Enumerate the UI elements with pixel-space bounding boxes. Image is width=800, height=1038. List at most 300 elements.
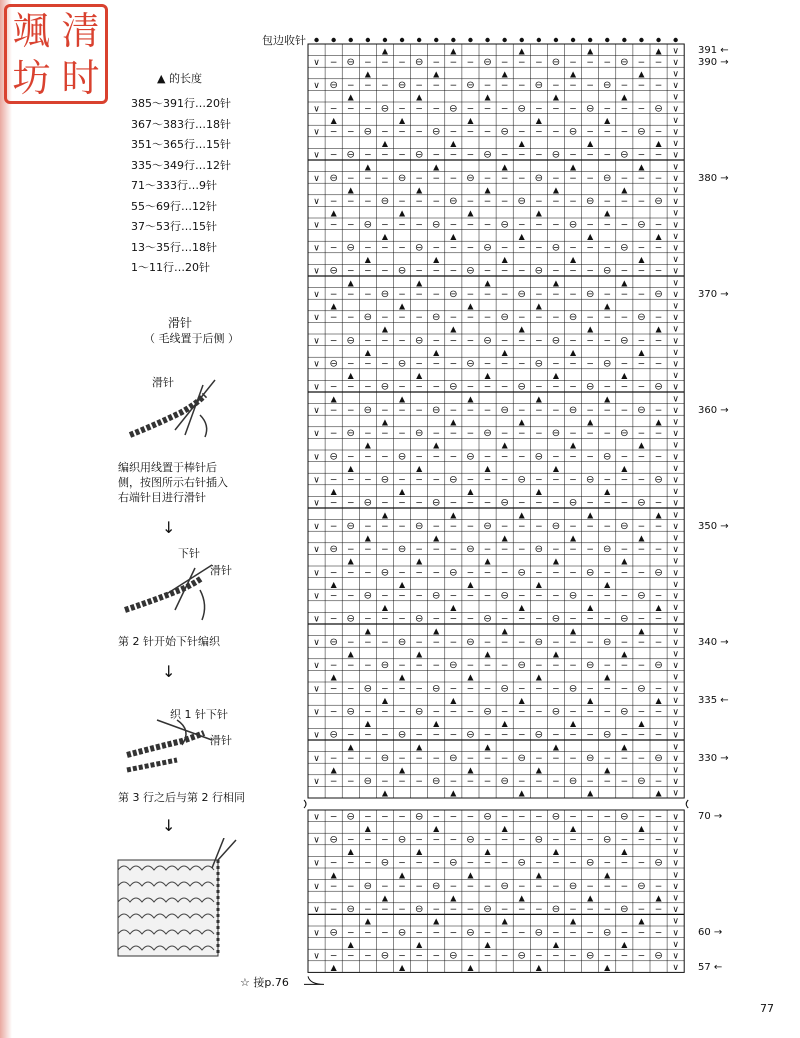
purl-symbol: − [603, 220, 612, 231]
decrease-symbol: ▲ [467, 963, 474, 973]
legend-row: 367～383行…18针 [131, 117, 231, 131]
purl-symbol: − [432, 266, 441, 277]
purl-symbol: − [449, 545, 458, 556]
purl-symbol: − [517, 730, 526, 741]
edge-stitch-symbol: ∨ [672, 57, 679, 68]
purl-symbol: − [552, 568, 560, 579]
purl-symbol: − [654, 220, 663, 231]
purl-symbol: − [329, 881, 338, 892]
decrease-symbol: ▲ [364, 533, 371, 543]
purl-symbol: − [654, 730, 663, 741]
purl-symbol: − [586, 521, 594, 532]
decrease-symbol: ▲ [467, 208, 474, 218]
purl-symbol: − [398, 405, 406, 416]
purl-symbol: − [552, 127, 560, 138]
slip-stitch-symbol: ∨ [313, 753, 320, 764]
purl-symbol: − [415, 359, 423, 370]
edge-stitch-symbol: ∨ [672, 847, 679, 858]
purl-symbol: − [398, 951, 406, 962]
purl-symbol: − [637, 429, 646, 440]
edge-stitch-symbol: ∨ [672, 359, 679, 370]
edge-stitch-symbol: ∨ [672, 266, 679, 277]
purl-symbol: − [603, 951, 612, 962]
decrease-symbol: ▲ [552, 649, 560, 659]
purl-symbol: − [620, 382, 629, 393]
yarn-over-symbol: ⊖ [346, 706, 355, 718]
purl-symbol: − [381, 173, 389, 184]
purl-symbol: − [432, 173, 441, 184]
purl-symbol: − [586, 881, 594, 892]
edge-stitch-symbol: ∨ [672, 684, 679, 695]
row-number-label: 380 → [698, 172, 729, 184]
decrease-symbol: ▲ [347, 92, 354, 102]
yarn-over-symbol: ⊖ [380, 288, 390, 300]
decrease-symbol: ▲ [655, 324, 662, 334]
decrease-symbol: ▲ [518, 324, 525, 334]
yarn-over-symbol: ⊖ [534, 172, 544, 184]
decrease-symbol: ▲ [416, 742, 423, 752]
decrease-symbol: ▲ [416, 847, 423, 857]
purl-symbol: − [415, 405, 423, 416]
edge-stitch-symbol: ∨ [672, 104, 679, 115]
slip-stitch-symbol: ∨ [313, 730, 320, 741]
purl-symbol: − [603, 568, 612, 579]
purl-symbol: − [432, 637, 441, 648]
decrease-symbol: ▲ [655, 139, 662, 149]
yarn-over-symbol: ⊖ [449, 381, 458, 393]
purl-symbol: − [535, 405, 543, 416]
yarn-over-symbol: ⊖ [397, 451, 407, 463]
purl-symbol: − [552, 835, 560, 846]
purl-symbol: − [415, 452, 423, 463]
decrease-symbol: ▲ [655, 893, 662, 903]
purl-symbol: − [346, 220, 355, 231]
decrease-symbol: ▲ [381, 893, 389, 903]
purl-symbol: − [346, 498, 355, 509]
decrease-symbol: ▲ [416, 463, 423, 473]
yarn-over-symbol: ⊖ [363, 404, 373, 416]
slip-stitch-symbol: ∨ [313, 220, 320, 231]
yarn-over-symbol: ⊖ [551, 904, 561, 916]
purl-symbol: − [415, 591, 423, 602]
purl-symbol: − [329, 405, 338, 416]
yarn-over-symbol: ⊖ [466, 927, 475, 939]
yarn-over-symbol: ⊖ [397, 636, 407, 648]
step2-caption: 第 2 针开始下针编织 [118, 635, 220, 648]
edge-stitch-symbol: ∨ [672, 951, 679, 962]
purl-symbol: − [654, 521, 663, 532]
purl-symbol: − [346, 753, 355, 764]
purl-symbol: − [569, 661, 577, 672]
purl-symbol: − [329, 568, 338, 579]
purl-symbol: − [329, 197, 338, 208]
purl-symbol: − [569, 858, 577, 869]
purl-symbol: − [346, 173, 355, 184]
decrease-symbol: ▲ [433, 440, 440, 450]
purl-symbol: − [381, 707, 389, 718]
edge-stitch-symbol: ∨ [672, 115, 679, 126]
yarn-over-symbol: ⊖ [534, 834, 544, 846]
decrease-symbol: ▲ [330, 963, 337, 973]
purl-symbol: − [603, 57, 612, 68]
edge-stitch-symbol: ∨ [672, 301, 679, 312]
purl-symbol: − [535, 591, 543, 602]
yarn-over-symbol: ⊖ [603, 265, 612, 277]
purl-symbol: − [552, 173, 560, 184]
decrease-symbol: ▲ [501, 162, 508, 172]
purl-symbol: − [415, 498, 423, 509]
purl-symbol: − [329, 905, 338, 916]
decrease-symbol: ▲ [552, 742, 560, 752]
decrease-symbol: ▲ [638, 255, 645, 265]
yarn-over-symbol: ⊖ [654, 567, 663, 579]
edge-stitch-symbol: ∨ [672, 46, 679, 57]
decrease-symbol: ▲ [484, 939, 491, 949]
purl-symbol: − [569, 707, 577, 718]
decrease-symbol: ▲ [330, 208, 337, 218]
purl-symbol: − [466, 289, 475, 300]
bind-off-dot [485, 38, 489, 42]
purl-symbol: − [620, 405, 629, 416]
purl-symbol: − [483, 881, 492, 892]
decrease-symbol: ▲ [552, 185, 560, 195]
purl-symbol: − [500, 452, 509, 463]
decrease-symbol: ▲ [501, 69, 508, 79]
yarn-over-symbol: ⊖ [585, 857, 595, 869]
yarn-over-symbol: ⊖ [432, 126, 441, 138]
slip-stitch-symbol: ∨ [313, 637, 320, 648]
slip-stitch-symbol: ∨ [313, 57, 320, 68]
purl-symbol: − [466, 568, 475, 579]
purl-symbol: − [483, 637, 492, 648]
purl-symbol: − [654, 405, 663, 416]
decrease-symbol: ▲ [398, 870, 406, 880]
purl-symbol: − [364, 173, 372, 184]
yarn-over-symbol: ⊖ [500, 219, 509, 231]
yarn-over-symbol: ⊖ [551, 428, 561, 440]
purl-symbol: − [415, 545, 423, 556]
purl-symbol: − [364, 835, 372, 846]
purl-symbol: − [620, 858, 629, 869]
slip-stitch-symbol: ∨ [313, 661, 320, 672]
yarn-over-symbol: ⊖ [329, 636, 338, 648]
decrease-symbol: ▲ [381, 417, 389, 427]
purl-symbol: − [466, 243, 475, 254]
purl-symbol: − [432, 289, 441, 300]
yarn-over-symbol: ⊖ [329, 834, 338, 846]
slip-stitch-symbol: ∨ [313, 382, 320, 393]
slip-stitch-symbol: ∨ [313, 835, 320, 846]
yarn-over-symbol: ⊖ [517, 857, 526, 869]
purl-symbol: − [346, 591, 355, 602]
yarn-over-symbol: ⊖ [380, 567, 390, 579]
purl-symbol: − [346, 881, 355, 892]
purl-symbol: − [466, 150, 475, 161]
purl-symbol: − [483, 928, 492, 939]
bind-off-dot [639, 38, 643, 42]
bind-off-dot [656, 38, 660, 42]
purl-symbol: − [569, 104, 577, 115]
edge-stitch-symbol: ∨ [672, 533, 679, 544]
purl-symbol: − [415, 475, 423, 486]
purl-symbol: − [483, 858, 492, 869]
decrease-symbol: ▲ [587, 139, 594, 149]
purl-symbol: − [603, 127, 612, 138]
purl-symbol: − [654, 545, 663, 556]
purl-symbol: − [398, 812, 406, 823]
yarn-over-symbol: ⊖ [346, 56, 355, 68]
purl-symbol: − [569, 730, 577, 741]
purl-symbol: − [364, 951, 372, 962]
decrease-symbol: ▲ [381, 510, 389, 520]
purl-symbol: − [620, 545, 629, 556]
purl-symbol: − [449, 707, 458, 718]
purl-symbol: − [637, 382, 646, 393]
slip-stitch-symbol: ∨ [313, 127, 320, 138]
purl-symbol: − [432, 661, 441, 672]
edge-stitch-symbol: ∨ [672, 278, 679, 289]
yarn-over-symbol: ⊖ [568, 776, 578, 788]
yarn-over-symbol: ⊖ [414, 706, 424, 718]
purl-symbol: − [381, 57, 389, 68]
yarn-over-symbol: ⊖ [449, 752, 458, 764]
edge-stitch-symbol: ∨ [672, 626, 679, 637]
purl-symbol: − [586, 150, 594, 161]
purl-symbol: − [329, 220, 338, 231]
yarn-over-symbol: ⊖ [380, 950, 390, 962]
purl-symbol: − [603, 405, 612, 416]
purl-symbol: − [517, 498, 526, 509]
purl-symbol: − [381, 452, 389, 463]
purl-symbol: − [329, 614, 338, 625]
decrease-symbol: ▲ [552, 371, 560, 381]
yarn-over-symbol: ⊖ [654, 752, 663, 764]
purl-symbol: − [569, 173, 577, 184]
purl-symbol: − [329, 313, 338, 324]
purl-symbol: − [346, 858, 355, 869]
slip-stitch-symbol: ∨ [313, 197, 320, 208]
decrease-symbol: ▲ [484, 92, 491, 102]
purl-symbol: − [569, 336, 577, 347]
purl-symbol: − [637, 951, 646, 962]
yarn-over-symbol: ⊖ [585, 950, 595, 962]
purl-symbol: − [517, 452, 526, 463]
purl-symbol: − [552, 753, 560, 764]
purl-symbol: − [466, 382, 475, 393]
decrease-symbol: ▲ [364, 719, 371, 729]
purl-symbol: − [620, 951, 629, 962]
purl-symbol: − [346, 661, 355, 672]
edge-stitch-symbol: ∨ [672, 521, 679, 532]
purl-symbol: − [654, 881, 663, 892]
purl-symbol: − [603, 104, 612, 115]
purl-symbol: − [466, 614, 475, 625]
purl-symbol: − [637, 835, 646, 846]
seal-char: 颯 [12, 8, 51, 53]
yarn-over-symbol: ⊖ [620, 56, 629, 68]
purl-symbol: − [586, 498, 594, 509]
purl-symbol: − [517, 313, 526, 324]
slip-stitch-symbol: ∨ [313, 173, 320, 184]
yarn-over-symbol: ⊖ [500, 880, 509, 892]
edge-stitch-symbol: ∨ [672, 893, 679, 904]
purl-symbol: − [329, 591, 338, 602]
purl-symbol: − [449, 812, 458, 823]
edge-stitch-symbol: ∨ [672, 347, 679, 358]
edge-stitch-symbol: ∨ [672, 81, 679, 92]
yarn-over-symbol: ⊖ [329, 927, 338, 939]
decrease-symbol: ▲ [381, 46, 389, 56]
edge-stitch-symbol: ∨ [672, 429, 679, 440]
row-number-label: 360 → [698, 404, 729, 416]
purl-symbol: − [603, 905, 612, 916]
purl-symbol: − [398, 104, 406, 115]
yarn-over-symbol: ⊖ [654, 381, 663, 393]
purl-symbol: − [398, 382, 406, 393]
edge-stitch-symbol: ∨ [672, 777, 679, 788]
edge-stitch-symbol: ∨ [672, 289, 679, 300]
purl-symbol: − [346, 382, 355, 393]
purl-symbol: − [620, 173, 629, 184]
purl-symbol: − [415, 220, 423, 231]
purl-symbol: − [620, 475, 629, 486]
yarn-over-symbol: ⊖ [568, 219, 578, 231]
purl-symbol: − [415, 104, 423, 115]
purl-symbol: − [535, 812, 543, 823]
decrease-symbol: ▲ [381, 231, 389, 241]
purl-symbol: − [586, 405, 594, 416]
purl-symbol: − [346, 835, 355, 846]
purl-symbol: − [381, 429, 389, 440]
yarn-over-symbol: ⊖ [380, 196, 390, 208]
purl-symbol: − [654, 429, 663, 440]
purl-symbol: − [517, 405, 526, 416]
purl-symbol: − [517, 835, 526, 846]
decrease-symbol: ▲ [433, 255, 440, 265]
purl-symbol: − [569, 637, 577, 648]
decrease-symbol: ▲ [381, 695, 389, 705]
purl-symbol: − [637, 707, 646, 718]
purl-symbol: − [500, 197, 509, 208]
decrease-symbol: ▲ [535, 963, 542, 973]
yarn-over-symbol: ⊖ [603, 172, 612, 184]
decrease-symbol: ▲ [501, 440, 508, 450]
decrease-symbol: ▲ [587, 603, 594, 613]
bind-off-dot [588, 38, 592, 42]
yarn-over-symbol: ⊖ [517, 950, 526, 962]
purl-symbol: − [364, 81, 372, 92]
purl-symbol: − [654, 928, 663, 939]
decrease-symbol: ▲ [364, 626, 371, 636]
decrease-symbol: ▲ [621, 742, 628, 752]
decrease-symbol: ▲ [381, 788, 389, 798]
purl-symbol: − [535, 858, 543, 869]
edge-stitch-symbol: ∨ [672, 719, 679, 730]
decrease-symbol: ▲ [535, 301, 542, 311]
decrease-symbol: ▲ [604, 870, 611, 880]
purl-symbol: − [500, 266, 509, 277]
purl-symbol: − [586, 336, 594, 347]
yarn-over-symbol: ⊖ [551, 613, 561, 625]
yarn-over-symbol: ⊖ [380, 103, 390, 115]
step2-label-knit: 下针 [178, 547, 200, 560]
decrease-symbol: ▲ [484, 847, 491, 857]
purl-symbol: − [381, 313, 389, 324]
decrease-symbol: ▲ [501, 255, 508, 265]
edge-stitch-symbol: ∨ [672, 579, 679, 590]
decrease-symbol: ▲ [655, 46, 662, 56]
purl-symbol: − [586, 614, 594, 625]
yarn-over-symbol: ⊖ [466, 636, 475, 648]
purl-symbol: − [654, 835, 663, 846]
yarn-over-symbol: ⊖ [449, 567, 458, 579]
purl-symbol: − [637, 614, 646, 625]
purl-symbol: − [449, 405, 458, 416]
purl-symbol: − [586, 812, 594, 823]
purl-symbol: − [552, 730, 560, 741]
purl-symbol: − [552, 498, 560, 509]
purl-symbol: − [603, 313, 612, 324]
purl-symbol: − [415, 951, 423, 962]
purl-symbol: − [654, 591, 663, 602]
decrease-symbol: ▲ [330, 672, 337, 682]
purl-symbol: − [586, 57, 594, 68]
yarn-over-symbol: ⊖ [585, 196, 595, 208]
decrease-symbol: ▲ [655, 231, 662, 241]
bind-off-dot [571, 38, 575, 42]
purl-symbol: − [517, 359, 526, 370]
down-arrow-icon: ↓ [162, 816, 176, 835]
slip-stitch-symbol: ∨ [313, 81, 320, 92]
yarn-over-symbol: ⊖ [346, 149, 355, 161]
purl-symbol: − [466, 197, 475, 208]
yarn-over-symbol: ⊖ [483, 242, 492, 254]
yarn-over-symbol: ⊖ [432, 219, 441, 231]
edge-stitch-symbol: ∨ [672, 730, 679, 741]
decrease-symbol: ▲ [638, 823, 645, 833]
decrease-symbol: ▲ [416, 278, 423, 288]
decrease-symbol: ▲ [450, 231, 457, 241]
seal-char: 坊 [12, 55, 51, 100]
edge-stitch-symbol: ∨ [672, 405, 679, 416]
decrease-symbol: ▲ [450, 417, 457, 427]
purl-symbol: − [603, 707, 612, 718]
purl-symbol: − [620, 220, 629, 231]
yarn-over-symbol: ⊖ [654, 474, 663, 486]
decrease-symbol: ▲ [364, 823, 371, 833]
yarn-over-symbol: ⊖ [603, 358, 612, 370]
step2-label-slip: 滑针 [210, 564, 232, 577]
yarn-over-symbol: ⊖ [534, 265, 544, 277]
purl-symbol: − [637, 661, 646, 672]
yarn-over-symbol: ⊖ [500, 497, 509, 509]
yarn-over-symbol: ⊖ [500, 590, 509, 602]
purl-symbol: − [483, 289, 492, 300]
purl-symbol: − [535, 707, 543, 718]
decrease-symbol: ▲ [467, 579, 474, 589]
decrease-symbol: ▲ [518, 510, 525, 520]
decrease-symbol: ▲ [569, 69, 577, 79]
yarn-over-symbol: ⊖ [397, 265, 407, 277]
decrease-symbol: ▲ [552, 939, 560, 949]
edge-stitch-symbol: ∨ [672, 672, 679, 683]
purl-symbol: − [654, 637, 663, 648]
purl-symbol: − [535, 475, 543, 486]
decrease-symbol: ▲ [569, 916, 577, 926]
yarn-over-symbol: ⊖ [363, 126, 373, 138]
purl-symbol: − [586, 707, 594, 718]
purl-symbol: − [637, 858, 646, 869]
